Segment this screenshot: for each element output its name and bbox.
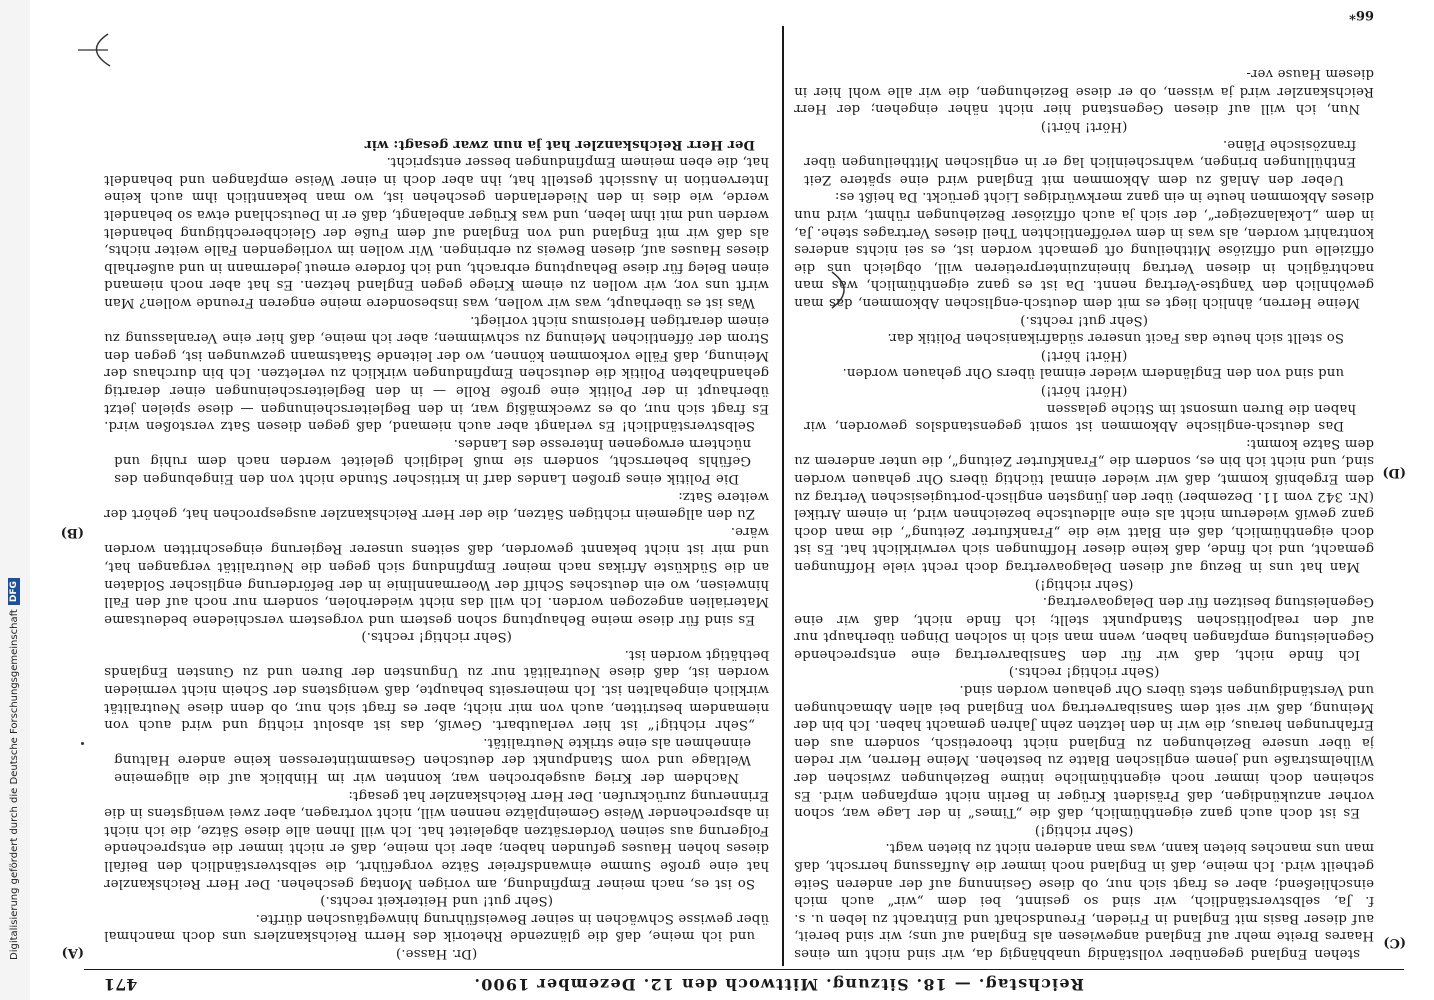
quotation: Das deutsch-englische Abkommen ist somit gegenstandslos geworden, wir haben die Buren umsonst im Stiche gelassen	[804, 400, 1356, 434]
quotation: Nachdem der Krieg ausgebrochen war, konnten wir im Hinblick auf die allgemeine Weltlage und vom Standpunkt der deutschen Gesammtinteressen keine andere Haltung einnehmen als eine strikte Neutralität.	[114, 734, 751, 786]
margin-mark-a: (A)	[61, 945, 84, 960]
handwritten-bracket-mark	[822, 270, 862, 310]
rotated-sheet	[40, 0, 1434, 1000]
signature-mark: 66*	[1349, 7, 1374, 22]
interjection: (Sehr richtig!)	[1034, 576, 1134, 592]
dfg-logo: DFG	[8, 578, 20, 605]
paragraph: Ich finde nicht, daß wir für den Sansibarvertrag eine entsprechende Gegenleistung empfangen haben, wenn man sich in solchen Dingen überhaupt nur auf den realpolitischen Standpunkt stellt; ich finde nicht, daß wir eine Gegenleistung besitzen für den Delagoavertrag.	[794, 594, 1374, 662]
scanned-page	[40, 0, 1434, 1000]
header-title: Reichstag. — 18. Sitzung. Mittwoch den 12. Dezember 1900.	[473, 975, 1084, 994]
quotation: So stellt sich heute das Facit unserer südafrikanischen Politik dar.	[887, 330, 1344, 346]
paragraph: und ich meine, daß die glänzende Rhetorik des Herrn Reichskanzlers uns doch manchmal über gewisse Schwächen in seiner Beweisführung hinwegtäuschen dürfte.	[104, 910, 769, 944]
interjection: (Hört! hört!)	[1040, 119, 1128, 135]
paragraph: So ist es, nach meiner Empfindung, am vorigen Montag geschehen. Der Herr Reichskanzler hat eine große Summe einwandsfreier Sätze vorgeführt, die selbstverständlich den Beifall dieses hohen Hauses gefunden haben; aber ich meine, daß er nicht immer die entsprechende Folgerung aus seinen Vordersätzen abgeleitet hat. Ich will Ihnen alle diese Sätze, die ich nicht in absprechender Weise Gemeinplätze nennen will, nicht vortragen, aber zwei wenigstens in die Erinnerung zurückrufen. Der Herr Reichskanzler hat gesagt:	[104, 787, 769, 891]
page-number: 471	[104, 975, 138, 994]
digitization-credit	[2, 0, 26, 960]
interjection: (Sehr richtig! rechts.)	[361, 629, 512, 645]
paragraph: „Sehr richtig!“ ist hier verlautbart. Gewiß, das ist absolut richtig und wird auch von niemandem bestritten, auch von mir nicht; aber es fragt sich nur, ob denn diese Neutralität wirklich eingehalten ist. Ich meinerseits behaupte, daß wenigstens der Schein nicht vermieden worden ist, daß diese Neutralität nur zu Ungunsten der Buren und zu Gunsten Englands bethätigt worden ist.	[104, 646, 769, 733]
header-rule	[84, 969, 1404, 970]
interjection: (Hört! hört!)	[1040, 383, 1128, 398]
paragraph: Was ist es überhaupt, was wir wollen, was insbesondere meine engeren Freunde wollen? Man wirft uns vor, wir wollen zu einem Kriege gegen England hetzen. Es hat aber noch niemand einen Beleg für diese Behauptung erbracht, und ich fordere erneut jedermann in und außerhalb dieses Hauses auf, diesen Beweis zu erbringen. Wir wollen im vorliegenden Falle weiter nichts, als daß wir mit England und von England auf dem Fuße der Gleichberechtigung behandelt werden und mit ihm leben, und was Krüger anbelangt, daß er in Deutschland etwa so behandelt werde, wie dies in den Niederlanden geschehen ist, wo man bekanntlich ihm auch keine Intervention in Aussicht gestellt hat, ihn aber doch in einer Weise empfangen und behandelt hat, die eben meinem Empfindungen besser entspricht.	[104, 154, 769, 311]
interjection: (Sehr gut! rechts.)	[1020, 312, 1148, 328]
margin-mark-b: (B)	[60, 525, 84, 540]
paragraph: Nun, ich will auf diesen Gegenstand hier nicht näher eingehen; der Herr Reichskanzler wird ja wissen, ob er diese Beziehungen, die wir alle wohl hier in diesem Hause ver-	[794, 66, 1374, 117]
paragraph: Selbstverständlich! Es verlangt aber auch niemand, daß gegen diesen Satz verstoßen wird. Es fragt sich nur, ob es zweckmäßig war, in den Begleiterscheinungen — diese spielen jetzt überhaupt in der Politik eine große Rolle — in den Begleiterscheinungen einer derartig gehandhabten Politik die deutschen Empfindungen wirklich zu verletzen. Ich bin durchaus der Meinung, daß Fälle vorkommen können, wo der leitende Staatsmann gezwungen ist, gegen den Strom der öffentlichen Meinung zu schwimmen; aber ich meine, daß hier eine Veranlassung zu einem derartigen Heroismus nicht vorliegt.	[104, 312, 769, 434]
quotation: und sind von den Engländern wieder einmal übers Ohr gehauen worden.	[842, 365, 1344, 381]
paragraph: Der Herr Reichskanzler hat ja nun zwar gesagt: wir	[364, 136, 755, 152]
stray-dot	[81, 742, 84, 745]
paragraph: stehen England gegenüber vollständig unabhängig da, wir sind nicht um eines Haares Breite mehr auf England angewiesen als England auf uns; wir sind bereit, auf dieser Basis mit England in Frieden, Freundschaft und Eintracht zu leben u. s. f. Ja, selbstverständlich, wir sind so gesinnt, bei dem „wir“ auch mich einschließend; aber es fragt sich nur, ob diese Gesinnung auf der anderen Seite getheilt wird. Ich meine, daß in England noch immer die Auffassung herrscht, daß man uns manches bieten kann, was man anderen nicht zu bieten wagt.	[794, 840, 1374, 961]
column-divider	[782, 26, 784, 966]
paragraph: Es ist doch auch ganz eigenthümlich, daß die „Times“ in der Lage war, schon vorher anzukündigen, daß Präsident Krüger in Berlin nicht empfangen wird. Es scheinen doch immer noch eigenthümliche intime Beziehungen zwischen der Wilhelmstraße und jenem englischen Blatte zu bestehen. Meine Herren, wir reden ja über unsere Beziehungen zu England nicht theoretisch, sondern aus den Erfahrungen heraus, die wir in den letzten zehn Jahren gemacht haben. Ich bin der Meinung, daß wir seit dem Sansibarvertrag von England bei allen Abmachungen und Verständigungen stets übers Ohr gehauen worden sind.	[794, 682, 1374, 821]
right-column	[794, 17, 1374, 962]
credit-text: Digitalisierung gefördert durch die Deutsche Forschungsgemeinschaft	[8, 609, 20, 960]
page-header	[84, 975, 1384, 994]
interjection: (Sehr richtig! rechts.)	[1008, 664, 1160, 680]
quotation: Die Politik eines großen Landes darf in kritischer Stunde nicht von den Eingebungen des Gefühls beherrscht, sondern sie muß lediglich geleitet werden nach dem ruhig und nüchtern erwogenen Interesse des Landes.	[114, 435, 751, 486]
paragraph: Zu den allgemein richtigen Sätzen, die der Herr Reichskanzler ausgesprochen hat, gehört der weitere Satz:	[104, 488, 769, 522]
paragraph: Es sind für diese meine Behauptung schon gestern und vorgestern verschiedene bedeutsame Materialien angezogen worden. Ich will das nicht wiederholen, sondern nur noch auf den Fall hinweisen, wo ein deutsches Schiff der Woermannlinie in der Beförderung englischer Soldaten an die Südküste Afrikas nach meiner Empfindung sich gegen die Neutralität vergangen hat, und mir ist nicht bekannt geworden, daß seitens unserer Regierung eingeschritten worden wäre.	[104, 523, 769, 627]
margin-mark-c: (C)	[1383, 935, 1406, 950]
interjection: (Sehr gut! und Heiterkeit rechts.)	[320, 893, 553, 909]
handwritten-bracket-mark	[74, 30, 114, 70]
paragraph: Meine Herren, ähnlich liegt es mit dem deutsch-englischen Abkommen, das man gewöhnlich den Yangtse-Vertrag nennt. Da ist es ganz eigenthümlich, was man nachträglich in diesen Vertrag hineinzuinterpretieren will, obgleich uns die offizielle und offiziöse Mittheilung oft gemacht worden ist, es sei nichts anderes kontrahirt worden, als was in dem veröffentlichten Theil dieses Vertrages stehe. Ja, in dem „Lokalanzeiger“, der sich ja auch offiziöser Beziehungen rühmt, wird nun dieses Abkommen heute in ein ganz merkwürdiges Licht gerückt. Da heißt es:	[794, 189, 1374, 311]
left-column	[104, 17, 769, 962]
quotation: Ueber den Anlaß zu dem Abkommen mit England wird eine spätere Zeit Enthüllungen bringen, wahrscheinlich lag er in englischen Mittheilungen über französische Pläne.	[804, 136, 1356, 187]
speaker-name: (Dr. Hasse.)	[395, 946, 478, 961]
paragraph: Man hat uns in Bezug auf diesen Delagoavertrag doch recht viele Hoffnungen gemacht, und ich finde, daß keine dieser Hoffnungen sich verwirklicht hat. Es ist doch eigenthümlich, daß ein Blatt wie die „Frankfurter Zeitung“, die man doch ganz gewiß wiederum nicht als eine alldeutsche bezeichnen wird, in einem Artikel (Nr. 342 vom 11. Dezember) über den jüngsten englisch-portugiesischen Vertrag zu dem Ergebniß kommt, daß wir wieder einmal tüchtig übers Ohr gehauen worden sind, und nicht ich bin es, sondern die „Frankfurter Zeitung“, die unter anderem zu dem Satze kommt:	[794, 435, 1374, 574]
interjection: (Sehr richtig!)	[1034, 822, 1134, 838]
margin-mark-d: (D)	[1382, 465, 1406, 480]
interjection: (Hört! hört!)	[1040, 347, 1128, 363]
